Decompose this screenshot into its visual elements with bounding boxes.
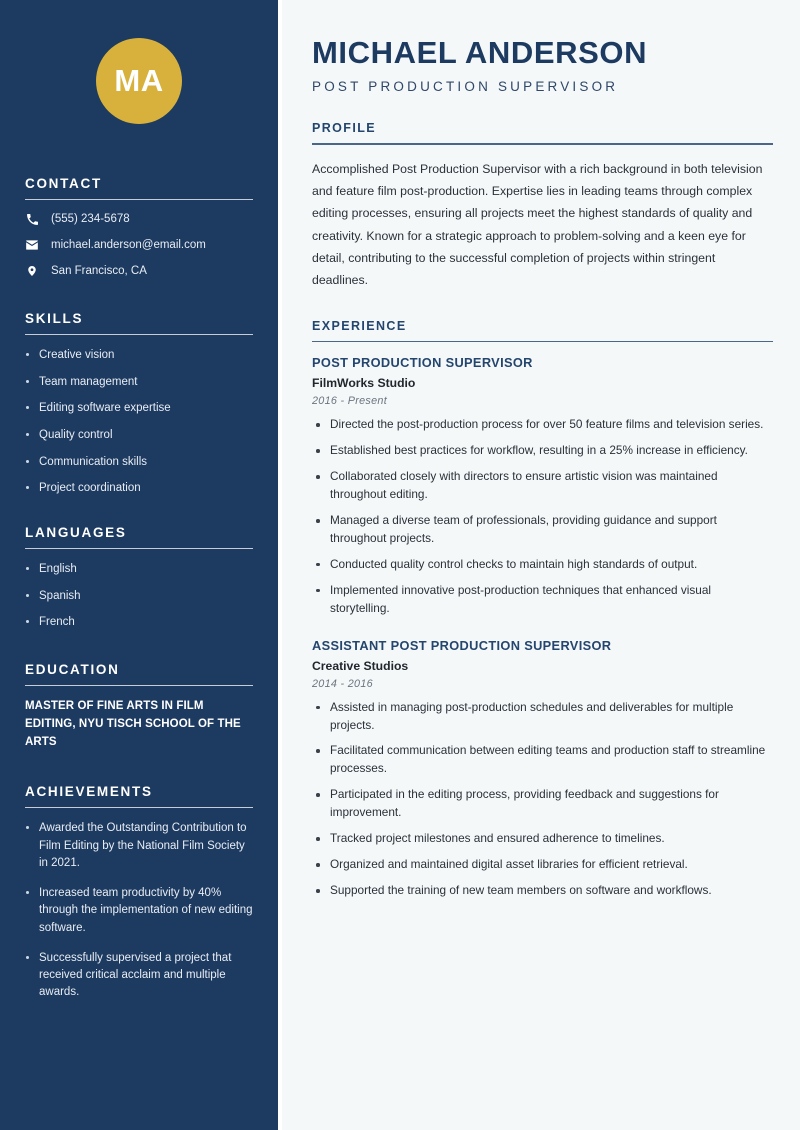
experience-bullets bbox=[312, 416, 773, 617]
skills-list bbox=[25, 347, 253, 497]
contact-divider bbox=[25, 199, 253, 200]
experience-divider bbox=[312, 341, 773, 343]
location-pin-icon bbox=[25, 264, 39, 278]
list-item: Awarded the Outstanding Contribution to Film Editing by the National Film Society in 2021. bbox=[25, 820, 253, 872]
achievements-divider bbox=[25, 807, 253, 808]
envelope-icon bbox=[25, 238, 39, 252]
achievements-section bbox=[25, 784, 253, 1001]
list-item: Established best practices for workflow, resulting in a 25% increase in efficiency. bbox=[312, 442, 773, 460]
education-heading: EDUCATION bbox=[25, 662, 120, 678]
experience-heading: EXPERIENCE bbox=[312, 318, 407, 333]
experience-item bbox=[312, 355, 773, 617]
list-item: Managed a diverse team of professionals, providing guidance and support throughout projects. bbox=[312, 512, 773, 548]
avatar: MA bbox=[96, 38, 182, 124]
main-content bbox=[282, 0, 800, 1130]
avatar-container bbox=[25, 0, 253, 124]
experience-company: FilmWorks Studio bbox=[312, 376, 416, 391]
list-item: Tracked project milestones and ensured adherence to timelines. bbox=[312, 830, 773, 848]
experience-item bbox=[312, 638, 773, 900]
list-item: French bbox=[25, 614, 253, 631]
skills-section bbox=[25, 311, 253, 497]
contact-location-row[interactable] bbox=[25, 264, 253, 278]
education-divider bbox=[25, 685, 253, 686]
list-item: Supported the training of new team members on software and workflows. bbox=[312, 882, 773, 900]
achievements-list bbox=[25, 820, 253, 1001]
contact-heading: CONTACT bbox=[25, 176, 102, 191]
page-title: MICHAEL ANDERSON bbox=[312, 35, 648, 70]
experience-role: POST PRODUCTION SUPERVISOR bbox=[312, 355, 533, 371]
list-item: Project coordination bbox=[25, 480, 253, 497]
list-item: Assisted in managing post-production schedules and deliverables for multiple projects. bbox=[312, 699, 773, 735]
contact-section bbox=[25, 176, 253, 278]
contact-phone-value: (555) 234-5678 bbox=[51, 213, 130, 225]
list-item: Implemented innovative post-production techniques that enhanced visual storytelling. bbox=[312, 582, 773, 618]
experience-role: ASSISTANT POST PRODUCTION SUPERVISOR bbox=[312, 637, 612, 653]
list-item: Editing software expertise bbox=[25, 400, 253, 417]
education-degree: MASTER OF FINE ARTS IN FILM EDITING, NYU TISCH SCHOOL OF THE ARTS bbox=[25, 700, 241, 748]
profile-text: Accomplished Post Production Supervisor with a rich background in both television and feature film post-production. Expertise lies in leading teams through complex editing processes, ensuring all projects meet the highest standards of quality and creativity. Known for a strategic approach to problem-solving and a keen eye for detail, contributing to the successful completion of projects within stringent deadlines. bbox=[312, 161, 763, 288]
languages-heading: LANGUAGES bbox=[25, 525, 127, 541]
list-item: Successfully supervised a project that received critical acclaim and multiple awards. bbox=[25, 950, 253, 1002]
experience-bullets bbox=[312, 699, 773, 900]
list-item: Creative vision bbox=[25, 347, 253, 364]
contact-location-value: San Francisco, CA bbox=[51, 265, 147, 277]
list-item: Communication skills bbox=[25, 454, 253, 471]
languages-section bbox=[25, 525, 253, 631]
list-item: Quality control bbox=[25, 427, 253, 444]
experience-section bbox=[312, 319, 773, 900]
profile-section bbox=[312, 121, 773, 292]
list-item: Conducted quality control checks to maintain high standards of output. bbox=[312, 556, 773, 574]
headline-job-title: POST PRODUCTION SUPERVISOR bbox=[312, 79, 619, 95]
list-item: English bbox=[25, 561, 253, 578]
contact-email-row[interactable] bbox=[25, 238, 253, 252]
achievements-heading: ACHIEVEMENTS bbox=[25, 784, 153, 800]
list-item: Facilitated communication between editing teams and production staff to streamline processes. bbox=[312, 742, 773, 778]
profile-divider bbox=[312, 143, 773, 145]
list-item: Increased team productivity by 40% through the implementation of new editing software. bbox=[25, 885, 253, 937]
phone-icon bbox=[25, 212, 39, 226]
education-section bbox=[25, 662, 253, 751]
contact-phone-row[interactable] bbox=[25, 212, 253, 226]
experience-dates: 2016 - Present bbox=[312, 395, 388, 408]
list-item: Team management bbox=[25, 374, 253, 391]
list-item: Directed the post-production process for over 50 feature films and television series. bbox=[312, 416, 773, 434]
skills-heading: SKILLS bbox=[25, 311, 84, 326]
experience-dates: 2014 - 2016 bbox=[312, 677, 373, 690]
list-item: Organized and maintained digital asset libraries for efficient retrieval. bbox=[312, 856, 773, 874]
profile-heading: PROFILE bbox=[312, 121, 376, 136]
skills-divider bbox=[25, 334, 253, 335]
experience-company: Creative Studios bbox=[312, 658, 409, 673]
contact-email-value: michael.anderson@email.com bbox=[51, 239, 206, 251]
list-item: Collaborated closely with directors to ensure artistic vision was maintained throughout editing. bbox=[312, 468, 773, 504]
list-item: Spanish bbox=[25, 588, 253, 605]
list-item: Participated in the editing process, providing feedback and suggestions for improvement. bbox=[312, 786, 773, 822]
sidebar bbox=[0, 0, 278, 1130]
languages-divider bbox=[25, 548, 253, 549]
languages-list bbox=[25, 561, 253, 631]
